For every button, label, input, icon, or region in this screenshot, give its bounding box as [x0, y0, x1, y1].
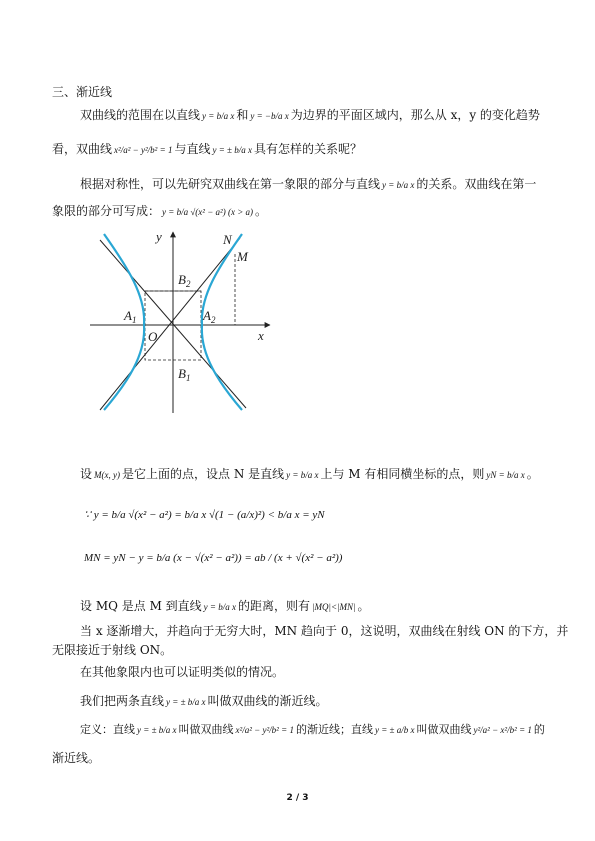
p1-math-1: y = b/a x	[202, 110, 235, 121]
p1-math-4: y = ± b/a x	[212, 144, 252, 155]
equation-2: MN = yN − y = b/a (x − √(x² − a²)) = ab / (x + √(x² − a²))	[84, 552, 343, 564]
p3-math-2: y = b/a x	[286, 469, 319, 480]
label-y-axis: y	[156, 229, 162, 244]
p7-text-b: 叫做双曲线的渐近线。	[207, 694, 328, 708]
p3-text-d: 。	[526, 467, 539, 481]
p3-text-b: 是它上面的点，设点 N 是直线	[122, 467, 285, 481]
paragraph-7	[80, 693, 328, 710]
paragraph-1-line-2	[52, 141, 362, 158]
equation-1: ∵ y = b/a √(x² − a²) = b/a x √(1 − (a/x)²) < b/a x = yN	[84, 509, 325, 521]
p2-text-b: 的关系。双曲线在第一	[416, 177, 537, 191]
p1-math-3: x²/a² − y²/b² = 1	[114, 144, 173, 155]
paragraph-3	[80, 466, 539, 483]
label-A2: A	[203, 308, 211, 323]
p3-math-1: M(x, y)	[94, 469, 120, 480]
p8-math-2: x²/a² − y²/b² = 1	[235, 725, 294, 735]
svg-text:A2	[202, 308, 216, 325]
p8-text-a: 定义：直线	[80, 723, 135, 736]
label-A1-sub: 1	[131, 315, 137, 325]
p2-text-c: 象限的部分可写成：	[52, 204, 161, 218]
p1-text-f: 具有怎样的关系呢？	[253, 142, 362, 156]
p7-math-1: y = ± b/a x	[166, 696, 206, 707]
label-origin: O	[148, 329, 158, 344]
section-title: 三、渐近线	[52, 85, 113, 99]
label-M: M	[237, 249, 248, 264]
paragraph-8-line-1	[80, 722, 545, 738]
label-B1-sub: 1	[185, 373, 191, 383]
svg-text:B1	[178, 366, 190, 383]
paragraph-4	[80, 598, 370, 615]
p4-math-2: |MQ|<|MN|	[312, 601, 356, 612]
p1-text-e: 与直线	[174, 142, 211, 156]
p3-text-c: 上与 M 有相同横坐标的点，则	[320, 467, 485, 481]
p2-math-1: y = b/a x	[382, 179, 415, 190]
p2-math-2: y = b/a √(x² − a²) (x > a)	[162, 206, 254, 217]
p3-math-3: yN = b/a x	[486, 469, 525, 480]
label-B2-sub: 2	[185, 279, 191, 289]
p1-text-b: 和	[236, 108, 249, 122]
label-x-axis: x	[258, 328, 264, 343]
paragraph-2-line-2	[52, 203, 267, 220]
p7-text-a: 我们把两条直线	[80, 694, 165, 708]
label-B2: B	[178, 272, 186, 287]
paragraph-6: 在其他象限内也可以证明类似的情况。	[80, 665, 285, 679]
label-A2-sub: 2	[210, 315, 216, 325]
label-B1: B	[178, 366, 186, 381]
p8-math-4: y²/a² − x²/b² = 1	[473, 725, 532, 735]
p4-math-1: y = b/a x	[203, 601, 236, 612]
paragraph-2-line-1	[80, 176, 536, 193]
paragraph-5-line-1: 当 x 逐渐增大，并趋向于无穷大时，MN 趋向于 0，这说明，双曲线在射线 ON 的下方，并	[80, 624, 569, 638]
svg-text:A1	[123, 308, 136, 325]
p4-text-b: 的距离，则有	[238, 599, 311, 613]
hyperbola-figure	[90, 228, 280, 418]
label-A1: A	[124, 308, 132, 323]
p1-text-c: 为边界的平面区域内，那么从 x，y 的变化趋势	[290, 108, 540, 122]
p1-math-2: y = −b/a x	[250, 110, 289, 121]
svg-text:B2	[178, 272, 191, 289]
p8-math-1: y = ± b/a x	[137, 725, 177, 735]
p8-text-c: 的渐近线；直线	[295, 723, 373, 736]
paragraph-5-line-2: 无限接近于射线 ON。	[52, 643, 173, 657]
p8-math-3: y = ± a/b x	[374, 725, 415, 735]
p8-text-b: 叫做双曲线	[178, 723, 234, 736]
p4-text-a: 设 MQ 是点 M 到直线	[80, 599, 202, 613]
p8-text-e: 的	[533, 723, 545, 736]
p2-text-a: 根据对称性，可以先研究双曲线在第一象限的部分与直线	[80, 177, 381, 191]
paragraph-8-line-2: 渐近线。	[52, 751, 101, 765]
page-number: 2 / 3	[286, 793, 309, 803]
p1-text-a: 双曲线的范围在以直线	[80, 108, 201, 122]
label-N: N	[223, 232, 232, 247]
paragraph-1-line-1	[80, 107, 540, 124]
p4-text-c: 。	[357, 599, 370, 613]
p3-text-a: 设	[80, 467, 93, 481]
p1-text-d: 看，双曲线	[52, 142, 113, 156]
p8-text-d: 叫做双曲线	[416, 723, 472, 736]
p2-text-d: 。	[255, 204, 268, 218]
